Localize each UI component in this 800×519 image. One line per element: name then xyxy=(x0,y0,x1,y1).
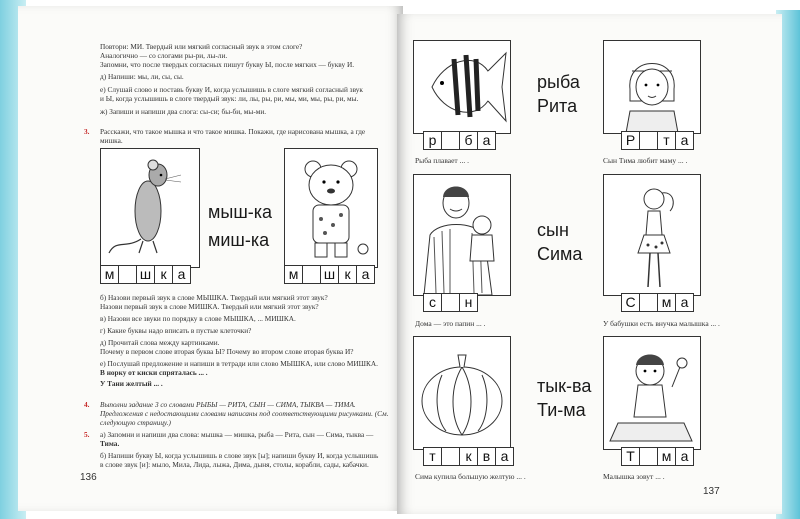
text-line: д) Прочитай слова между картинками. xyxy=(100,338,220,347)
letter-cell: а xyxy=(675,293,694,312)
page-number: 137 xyxy=(703,486,720,497)
caption: Сима купила большую желтую ... . xyxy=(415,472,526,481)
letter-grid-son xyxy=(423,293,477,312)
empty-letter-cell xyxy=(441,447,460,466)
bear-picture xyxy=(284,148,378,268)
letter-cell: а xyxy=(495,447,514,466)
word-mouse: мыш-ка xyxy=(208,202,273,222)
text-line: В норку от киски спряталась ... . xyxy=(100,368,208,377)
letter-grid-bear xyxy=(284,265,374,284)
pumpkin-icon xyxy=(414,337,510,449)
letter-grid-pumpkin xyxy=(423,447,513,466)
empty-letter-cell xyxy=(639,131,658,150)
letter-cell: т xyxy=(657,131,676,150)
letter-grid-mouse xyxy=(100,265,190,284)
empty-letter-cell xyxy=(639,447,658,466)
fish-picture xyxy=(413,40,511,134)
letter-cell: в xyxy=(477,447,496,466)
letter-grid-sima xyxy=(621,293,693,312)
baby-picture xyxy=(603,336,701,450)
caption: Рыба плавает ... . xyxy=(415,156,469,165)
text-line: и Ы, когда услышишь в слоге твердый звук: ли, лы, ры, ри, мы, ми, мы, ры, ри, мы. xyxy=(100,94,359,103)
girl-face-icon xyxy=(604,41,700,133)
father-son-picture xyxy=(413,174,511,296)
empty-letter-cell xyxy=(441,293,460,312)
letter-grid-fish xyxy=(423,131,495,150)
letter-cell: к xyxy=(459,447,478,466)
text-line: Предложения с недостающими словами написаны под соответствующими рисунками. (См. xyxy=(100,409,389,418)
text-line: б) Напиши букву Ы, когда услышишь в слове звук [ы]; напиши букву И, когда услышишь xyxy=(100,451,379,460)
letter-cell: ш xyxy=(136,265,155,284)
text-line: Аналогично — со слогами ры-ри, лы-ли. xyxy=(100,51,228,60)
caption: Малышка зовут ... . xyxy=(603,472,665,481)
letter-cell: с xyxy=(423,293,442,312)
caption: Дома — это папин ... . xyxy=(415,319,486,328)
empty-letter-cell xyxy=(118,265,137,284)
text-line: е) Слушай слово и поставь букву И, когда услышишь в слоге мягкий согласный звук xyxy=(100,85,363,94)
empty-letter-cell xyxy=(441,131,460,150)
letter-cell: к xyxy=(338,265,357,284)
letter-cell: а xyxy=(172,265,191,284)
letter-cell: н xyxy=(459,293,478,312)
letter-cell: м xyxy=(100,265,119,284)
mouse-picture xyxy=(100,148,200,268)
text-line: а) Запомни и напиши два слова: мышка — мишка, рыба — Рита, сын — Сима, тыква — xyxy=(100,430,374,439)
letter-cell: а xyxy=(356,265,375,284)
task-number: 4. xyxy=(84,400,90,409)
letter-cell: Т xyxy=(621,447,640,466)
text-line: Запомни, что после твердых согласных пишут букву Ы, после мягких — букву И. xyxy=(100,60,355,69)
text-line: е) Послушай предложение и напиши в тетради или слово МЫШКА, или слово МИШКА. xyxy=(100,359,378,368)
text-line: в слове звук [и]: мыло, Мила, Лида, лыжа, Дима, дыня, столы, корабли, сады, кабачки. xyxy=(100,460,369,469)
girl-sima-picture xyxy=(603,174,701,296)
letter-cell: м xyxy=(284,265,303,284)
empty-letter-cell xyxy=(639,293,658,312)
text-line: мишка. xyxy=(100,136,123,145)
text-line: д) Напиши: мы, ли, сы, сы. xyxy=(100,72,184,81)
word-bear: миш-ка xyxy=(208,230,270,250)
text-line: У Тани желтый ... . xyxy=(100,379,163,388)
letter-cell: к xyxy=(154,265,173,284)
text-line: Повтори: МИ. Твердый или мягкий согласный звук в этом слоге? xyxy=(100,42,303,51)
letter-cell: т xyxy=(423,447,442,466)
text-line: г) Какие буквы надо вписать в пустые клеточки? xyxy=(100,326,252,335)
baby-with-rattle-icon xyxy=(604,337,700,449)
caption: У бабушки есть внучка малышка ... . xyxy=(603,319,720,328)
text-line: Расскажи, что такое мышка и что такое мишка. Покажи, где нарисована мышка, а где xyxy=(100,127,366,136)
word-pumpkin: тык-ва xyxy=(537,376,592,396)
letter-grid-rita xyxy=(621,131,693,150)
letter-cell: а xyxy=(675,447,694,466)
pumpkin-picture xyxy=(413,336,511,450)
page-number: 136 xyxy=(80,472,97,483)
word-sima: Сима xyxy=(537,244,583,264)
empty-letter-cell xyxy=(302,265,321,284)
letter-cell: а xyxy=(477,131,496,150)
right-page xyxy=(397,14,782,514)
letter-cell: м xyxy=(657,293,676,312)
task-number: 3. xyxy=(84,127,90,136)
letter-cell: Р xyxy=(621,131,640,150)
caption: Сын Тима любит маму ... . xyxy=(603,156,688,165)
letter-grid-tima xyxy=(621,447,693,466)
text-line: Почему в первом слове вторая буква Ы? Почему во втором слове вторая буква И? xyxy=(100,347,354,356)
fish-icon xyxy=(414,41,510,133)
text-line: б) Назови первый звук в слове МЫШКА. Твердый или мягкий этот звук? xyxy=(100,293,328,302)
left-page xyxy=(18,6,403,511)
text-line: Тима. xyxy=(100,439,120,448)
word-son: сын xyxy=(537,220,569,240)
mouse-icon xyxy=(101,149,199,267)
letter-cell: С xyxy=(621,293,640,312)
text-line: в) Назови все звуки по порядку в слове МЫШКА, ... МИШКА. xyxy=(100,314,296,323)
letter-cell: ш xyxy=(320,265,339,284)
text-line: ж) Запиши и напиши два слога: сы-си; бы-би, мы-ми. xyxy=(100,107,267,116)
letter-cell: м xyxy=(657,447,676,466)
girl-rita-picture xyxy=(603,40,701,134)
teddy-bear-icon xyxy=(285,149,377,267)
task-number: 5. xyxy=(84,430,90,439)
father-with-child-icon xyxy=(414,175,510,295)
text-line: Назови первый звук в слове МИШКА. Твердый или мягкий этот звук? xyxy=(100,302,319,311)
letter-cell: а xyxy=(675,131,694,150)
word-fish: рыба xyxy=(537,72,580,92)
letter-cell: б xyxy=(459,131,478,150)
text-line: следующую страницу.) xyxy=(100,418,171,427)
girl-standing-icon xyxy=(604,175,700,295)
word-rita: Рита xyxy=(537,96,578,116)
word-tima: Ти-ма xyxy=(537,400,586,420)
letter-cell: р xyxy=(423,131,442,150)
text-line: Выполни задание 3 со словами РЫБЫ — РИТА, СЫН — СИМА, ТЫКВА — ТИМА. xyxy=(100,400,356,409)
